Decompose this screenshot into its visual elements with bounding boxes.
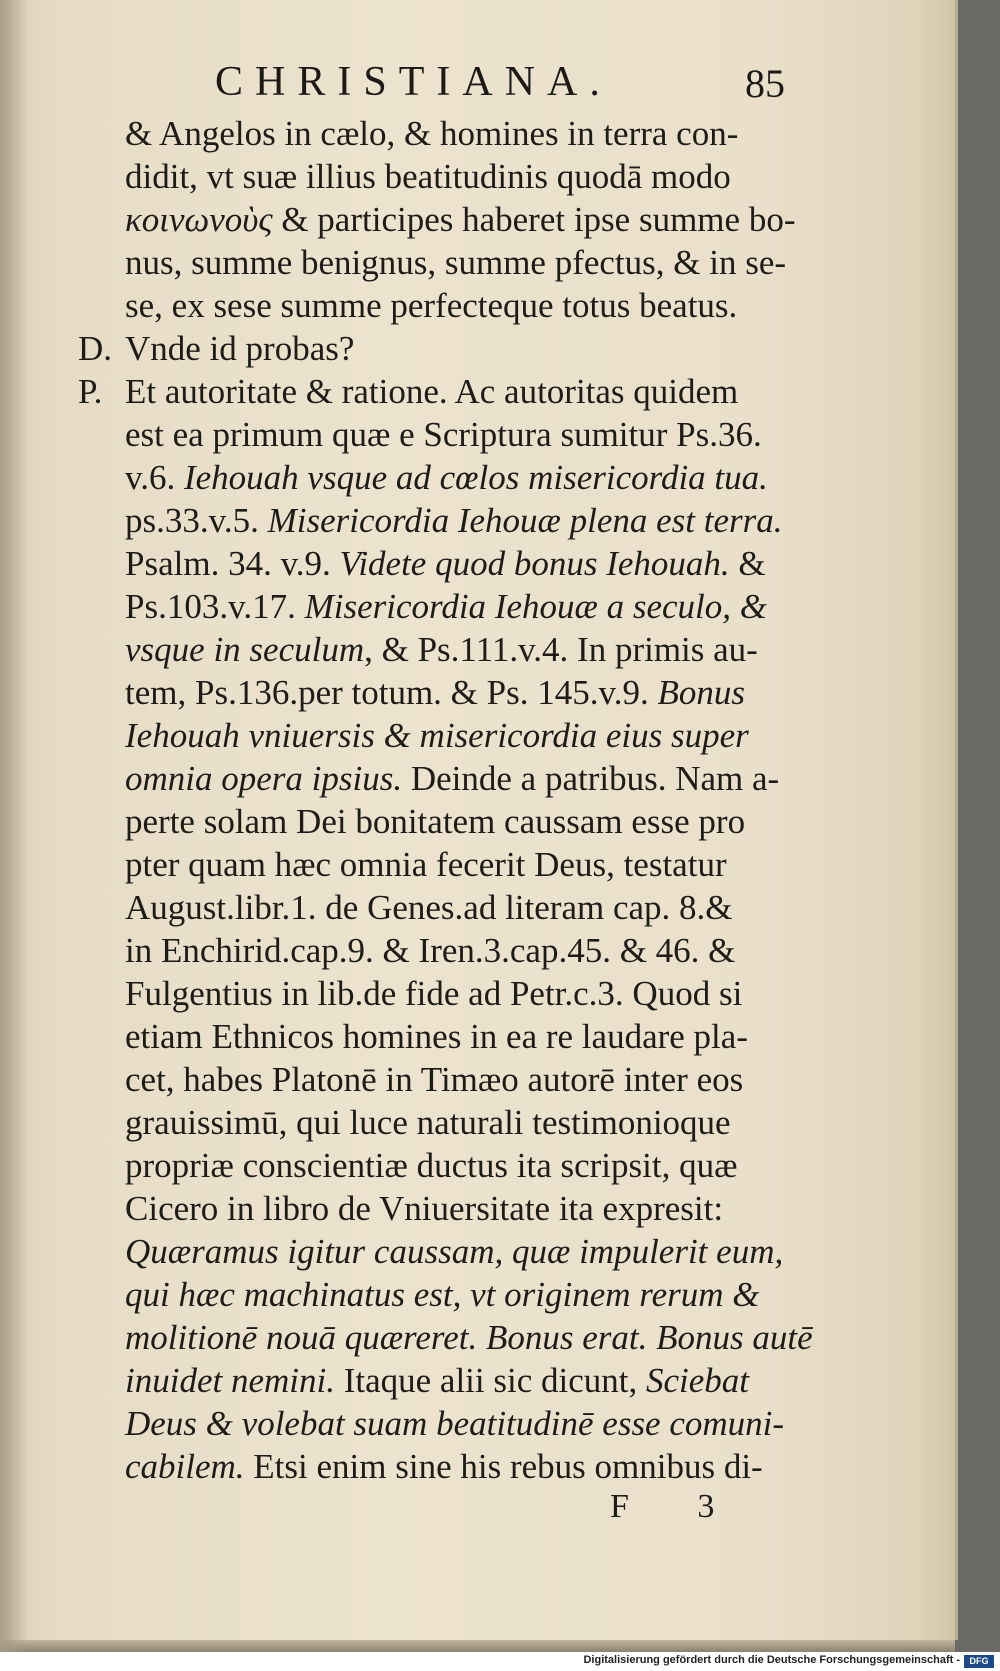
roman-segment: ps.33.v.5.	[125, 501, 268, 540]
line-content	[125, 155, 731, 198]
text-line	[70, 1273, 830, 1316]
line-content	[125, 1273, 759, 1316]
italic-segment: Videte quod bonus Iehouah.	[339, 544, 730, 583]
line-content	[125, 370, 738, 413]
italic-segment: qui hæc machinatus est, vt originem rerum &	[125, 1275, 760, 1314]
text-line	[70, 671, 830, 714]
roman-segment: v.6.	[125, 458, 184, 497]
line-content	[125, 413, 762, 456]
line-content	[125, 499, 783, 542]
footer-bar	[0, 1652, 1000, 1671]
roman-segment: Itaque alii sic dicunt,	[334, 1361, 646, 1400]
line-content	[125, 671, 745, 714]
line-content	[125, 1230, 783, 1273]
roman-segment: Vnde id probas?	[125, 329, 355, 368]
page-header	[0, 58, 955, 118]
text-line	[70, 155, 830, 198]
line-content	[125, 1058, 743, 1101]
italic-segment: vsque in seculum	[125, 630, 365, 669]
text-line	[70, 456, 830, 499]
text-line	[70, 542, 830, 585]
line-content	[125, 112, 738, 155]
speaker-marker: D.	[78, 329, 113, 368]
text-line	[70, 198, 830, 241]
text-line	[70, 800, 830, 843]
roman-segment: Fulgentius in lib.de fide ad Petr.c.3. Quod si	[125, 974, 743, 1013]
text-line	[70, 1316, 830, 1359]
line-content	[125, 929, 735, 972]
line-content	[125, 1144, 737, 1187]
line-content	[125, 327, 354, 370]
text-line	[70, 1101, 830, 1144]
gutter-shadow	[0, 0, 28, 1652]
text-line	[70, 585, 830, 628]
italic-segment: Quæramus igitur caussam, quæ impulerit eum,	[125, 1232, 784, 1271]
roman-segment: pter quam hæc omnia fecerit Deus, testatur	[125, 845, 727, 884]
text-line	[70, 628, 830, 671]
body-text	[70, 112, 830, 1488]
text-line	[70, 1015, 830, 1058]
line-content	[125, 284, 737, 327]
line-content	[125, 198, 795, 241]
line-content	[125, 1187, 723, 1230]
line-content	[125, 843, 727, 886]
roman-segment: est ea primum quæ e Scriptura sumitur Ps.36.	[125, 415, 762, 454]
text-line	[70, 714, 830, 757]
italic-segment: Deus & volebat suam beatitudinē esse comuni-	[125, 1404, 785, 1443]
roman-segment: cet, habes Platonē in Timæo autorē inter eos	[125, 1060, 744, 1099]
roman-segment: &	[729, 544, 766, 583]
text-line	[70, 929, 830, 972]
line-content	[125, 1359, 749, 1402]
page-edge	[0, 1640, 955, 1652]
italic-segment: omnia opera ipsius.	[125, 759, 403, 798]
text-line	[70, 284, 830, 327]
dfg-logo: DFG	[964, 1655, 994, 1668]
roman-segment: propriæ conscientiæ ductus ita scripsit, quæ	[125, 1146, 738, 1185]
roman-segment: & Angelos in cælo, & homines in terra con-	[125, 114, 739, 153]
roman-segment: Ps.103.v.17.	[125, 587, 305, 626]
text-line	[70, 1359, 830, 1402]
text-line	[70, 1445, 830, 1488]
roman-segment: Deinde a patribus. Nam a-	[402, 759, 780, 798]
italic-segment: Iehouah vsque ad cœlos misericordia tua.	[183, 458, 768, 497]
line-content	[125, 1101, 731, 1144]
line-content	[125, 1445, 763, 1488]
line-content	[125, 886, 733, 929]
text-line	[70, 112, 830, 155]
roman-segment: August.libr.1. de Genes.ad literam cap. 8.&	[125, 888, 733, 927]
italic-segment: Misericordia Iehouæ plena est terra.	[267, 501, 783, 540]
line-content	[125, 585, 767, 628]
text-line	[70, 1402, 830, 1445]
roman-segment: nus, summe benignus, summe pfectus, & in se-	[125, 243, 787, 282]
text-line	[70, 1144, 830, 1187]
text-line	[70, 886, 830, 929]
italic-segment: Iehouah vniuersis & misericordia eius super	[125, 716, 749, 755]
text-line	[70, 1058, 830, 1101]
italic-segment: cabilem.	[125, 1447, 245, 1486]
roman-segment: , & Ps.111.v.4. In primis au-	[364, 630, 758, 669]
text-line	[70, 972, 830, 1015]
text-line	[70, 499, 830, 542]
text-line	[70, 1187, 830, 1230]
speaker-marker: P.	[78, 372, 103, 411]
running-title: CHRISTIANA.	[215, 59, 612, 105]
roman-segment: Et autoritate & ratione. Ac autoritas quidem	[125, 372, 739, 411]
italic-segment: molitionē nouā quæreret. Bonus erat. Bonus autē	[125, 1318, 813, 1357]
roman-segment: grauissimū, qui luce naturali testimonioque	[125, 1103, 731, 1142]
line-content	[125, 241, 786, 284]
roman-segment: etiam Ethnicos homines in ea re laudare pla-	[125, 1017, 748, 1056]
line-content	[125, 1015, 748, 1058]
roman-segment: Cicero in libro de Vniuersitate ita expresit:	[125, 1189, 724, 1228]
line-content	[125, 972, 742, 1015]
roman-segment: se, ex sese summe perfecteque totus beatus.	[125, 286, 738, 325]
roman-segment: perte solam Dei bonitatem caussam esse pro	[125, 802, 746, 841]
roman-segment: Etsi enim sine his rebus omnibus di-	[244, 1447, 763, 1486]
footer-credit: Digitalisierung gefördert durch die Deutsche Forschungsgemeinschaft -	[583, 1654, 960, 1666]
text-line	[70, 757, 830, 800]
roman-segment: in Enchirid.cap.9. & Iren.3.cap.45. & 46. &	[125, 931, 736, 970]
line-content	[125, 456, 768, 499]
italic-segment: Bonus	[657, 673, 745, 712]
text-line	[70, 370, 830, 413]
text-line	[70, 327, 830, 370]
roman-segment: & participes haberet ipse summe bo-	[272, 200, 796, 239]
roman-segment: didit, vt suæ illius beatitudinis quodā modo	[125, 157, 731, 196]
line-content	[125, 714, 749, 757]
roman-segment: Psalm. 34. v.9.	[125, 544, 340, 583]
italic-segment: inuidet nemini.	[125, 1361, 335, 1400]
line-content	[125, 628, 758, 671]
text-line	[70, 413, 830, 456]
line-content	[125, 1402, 784, 1445]
signature-mark: F 3	[610, 1488, 745, 1525]
line-content	[125, 1316, 813, 1359]
line-content	[125, 800, 745, 843]
italic-segment: κοινωνοὺς	[125, 200, 273, 239]
line-content	[125, 542, 766, 585]
text-line	[70, 843, 830, 886]
roman-segment: tem, Ps.136.per totum. & Ps. 145.v.9.	[125, 673, 658, 712]
page-number: 85	[745, 61, 785, 106]
italic-segment: Misericordia Iehouæ a seculo, &	[304, 587, 767, 626]
text-line	[70, 241, 830, 284]
italic-segment: Sciebat	[646, 1361, 750, 1400]
text-line	[70, 1230, 830, 1273]
line-content	[125, 757, 779, 800]
